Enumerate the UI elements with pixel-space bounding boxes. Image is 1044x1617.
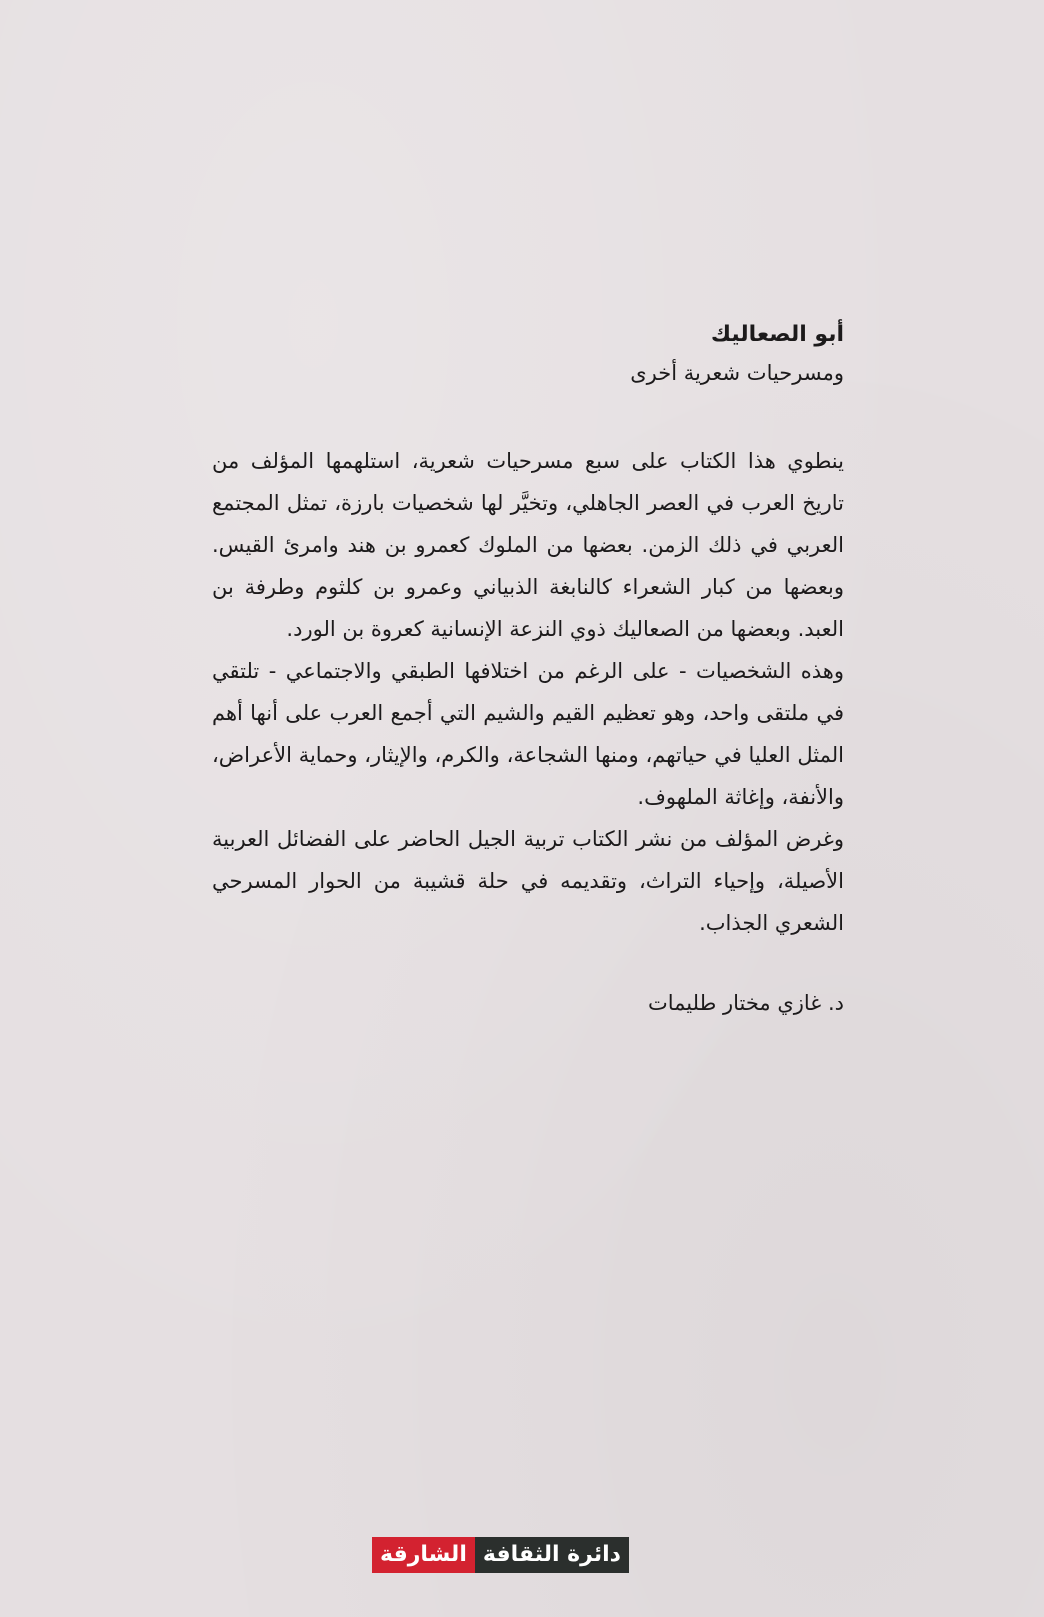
publisher-logo-red: الشارقة	[372, 1537, 475, 1573]
book-title: أبو الصعاليك	[710, 322, 844, 347]
blurb-paragraph-1: ينطوي هذا الكتاب على سبع مسرحيات شعرية، استلهمها المؤلف من تاريخ العرب في العصر الجاهلي، وتخيَّر لها شخصيات بارزة، تمثل المجتمع العربي في ذلك الزمن. بعضها من الملوك كعمرو بن هند وامرئ القيس. وبعضها من كبار الشعراء كالنابغة الذبياني وعمرو بن كلثوم وطرفة بن العبد. وبعضها من الصعاليك ذوي النزعة الإنسانية كعروة بن الورد.	[212, 449, 844, 641]
blurb	[212, 440, 844, 944]
publisher-logo-dark: دائرة الثقافة	[475, 1537, 629, 1573]
book-subtitle: ومسرحيات شعرية أخرى	[630, 361, 844, 385]
publisher-logo	[372, 1537, 629, 1573]
blurb-author: د. غازي مختار طليمات	[647, 991, 844, 1015]
blurb-paragraph-2: وهذه الشخصيات - على الرغم من اختلافها الطبقي والاجتماعي - تلتقي في ملتقى واحد، وهو تعظيم القيم والشيم التي أجمع العرب على أنها أهم المثل العليا في حياتهم، ومنها الشجاعة، والكرم، والإيثار، وحماية الأعراض، والأنفة، وإغاثة الملهوف.	[212, 659, 844, 809]
back-cover-text	[212, 320, 844, 1018]
blurb-paragraph-3: وغرض المؤلف من نشر الكتاب تربية الجيل الحاضر على الفضائل العربية الأصيلة، وإحياء التراث، وتقديمه في حلة قشيبة من الحوار المسرحي الشعري الجذاب.	[212, 827, 844, 935]
